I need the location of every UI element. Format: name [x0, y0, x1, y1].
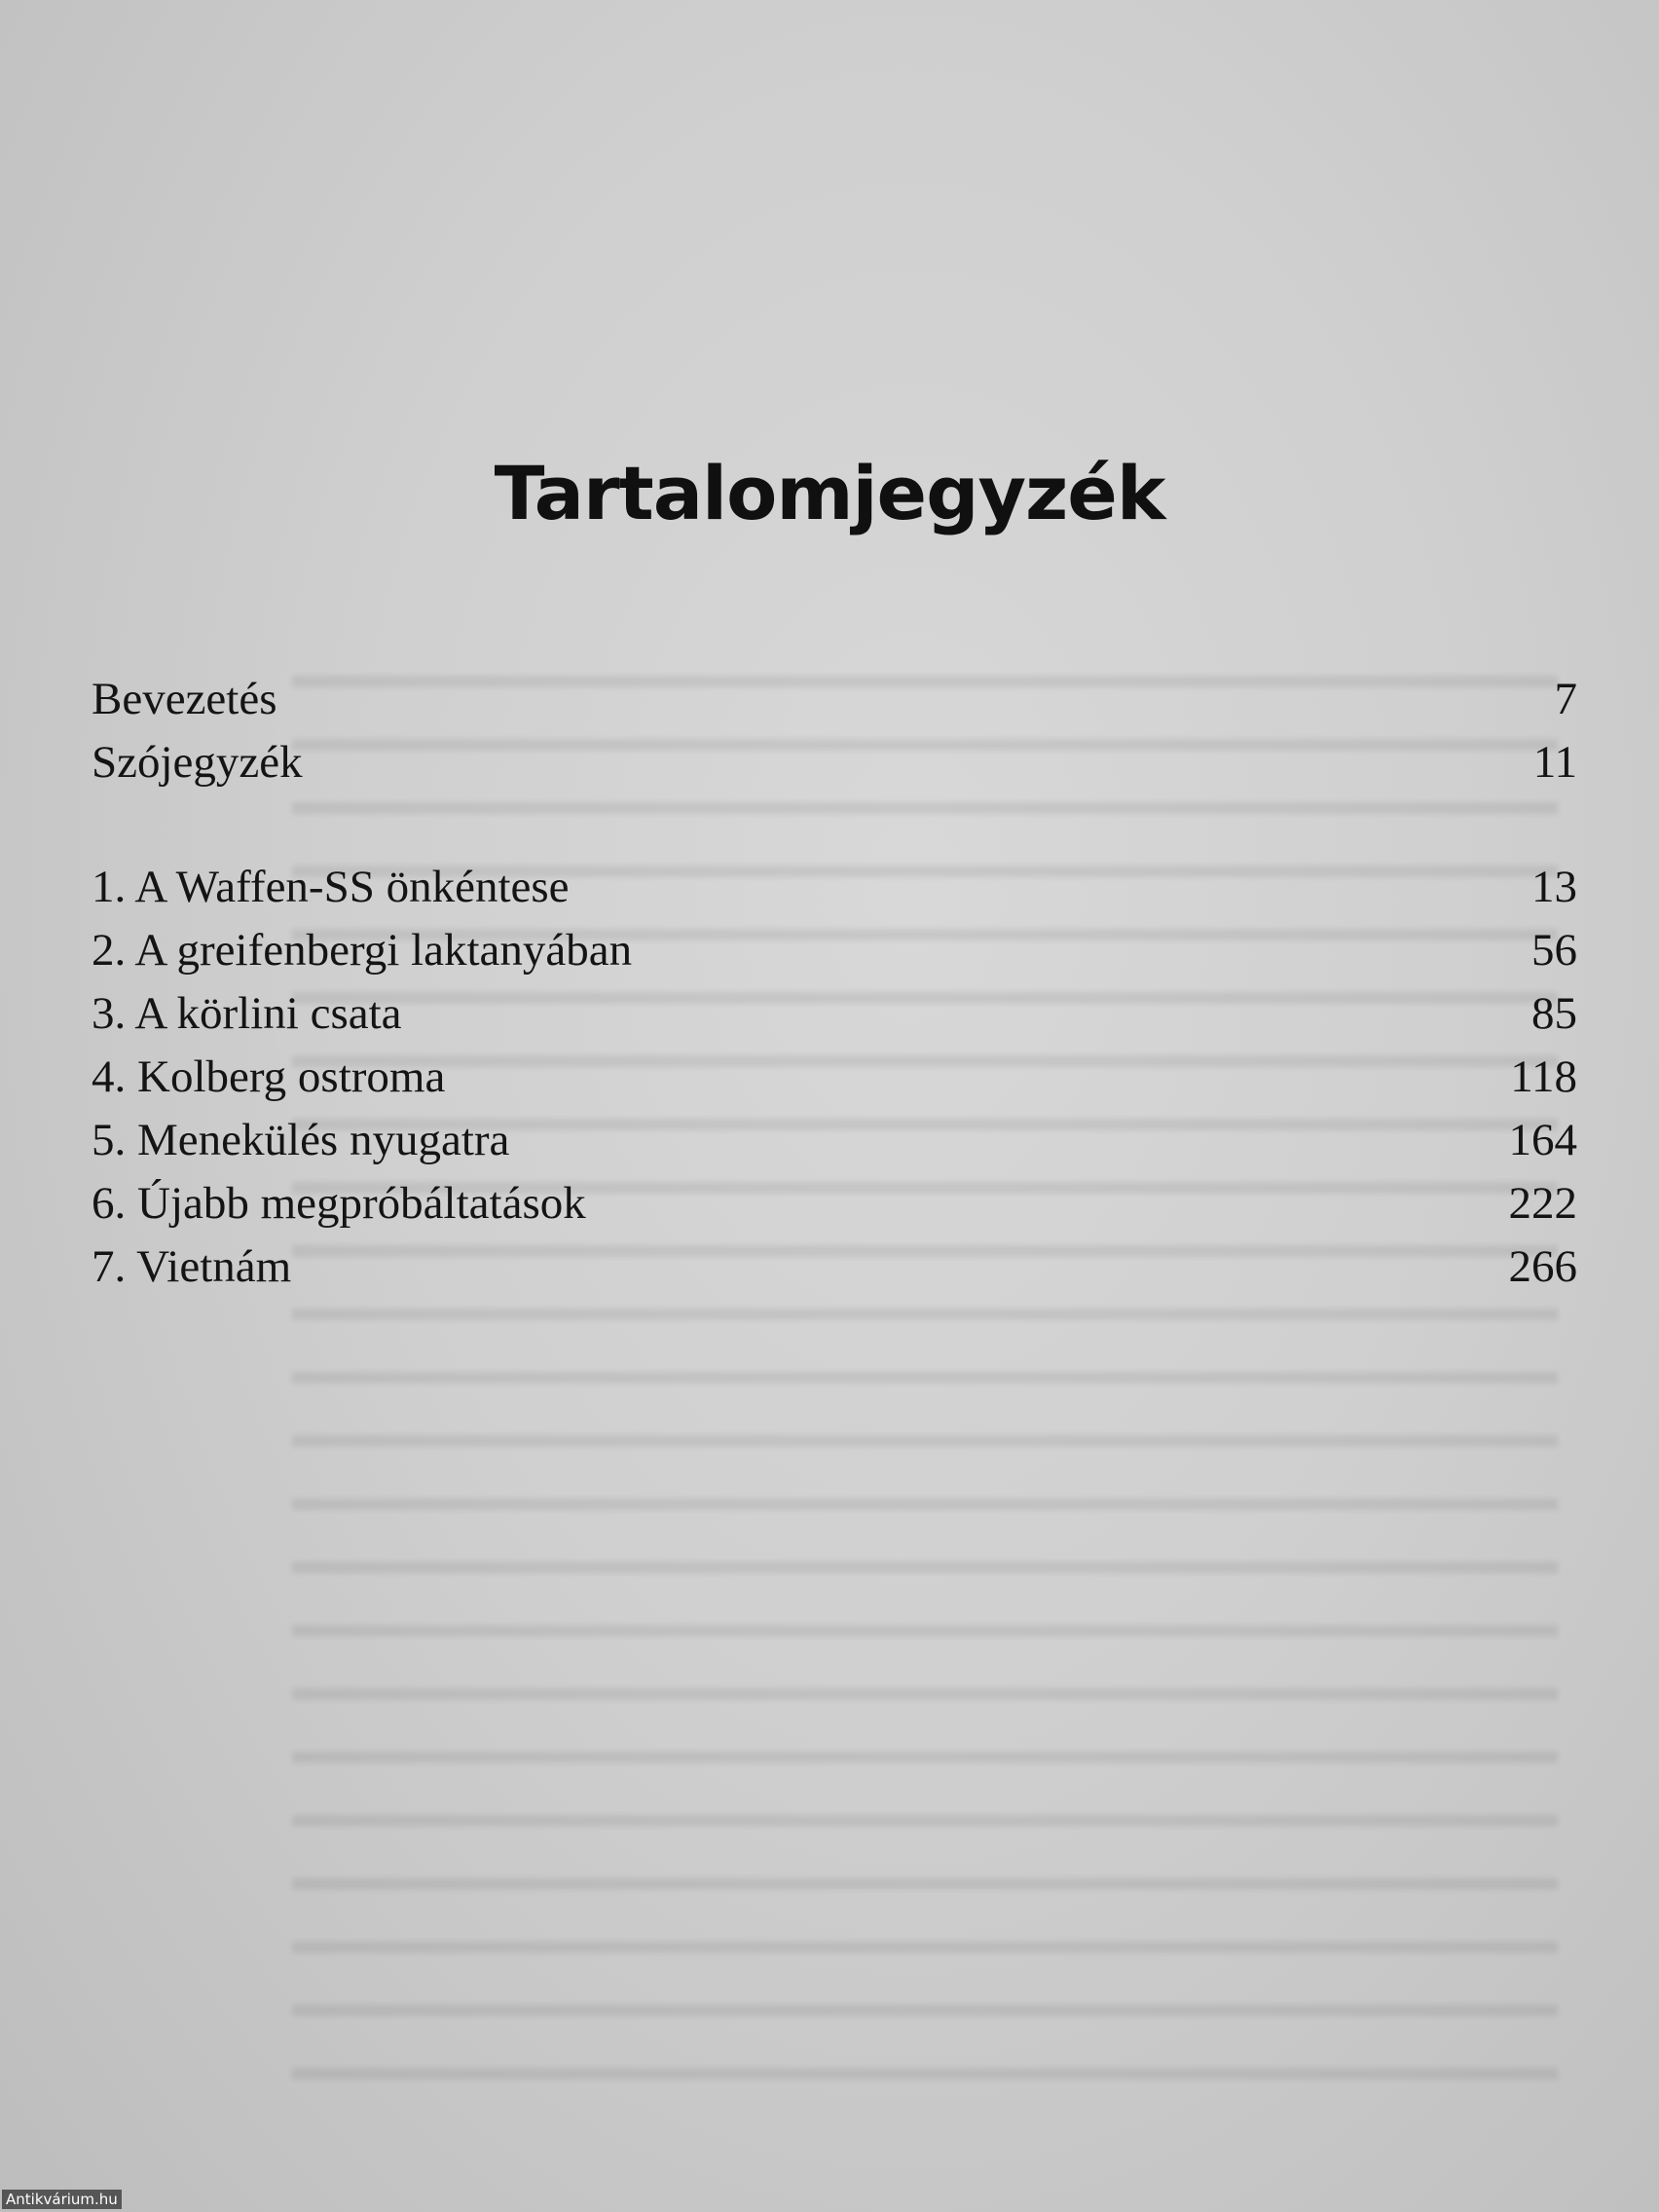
- toc-entry-chapter-3: [92, 982, 1577, 1046]
- toc-section-gap: [92, 794, 1577, 856]
- toc-entry-label: Bevezetés: [92, 674, 277, 724]
- toc-entry-page: 13: [1531, 862, 1577, 912]
- toc-entry-chapter-4: [92, 1046, 1577, 1109]
- toc-entry-page: 11: [1532, 737, 1577, 788]
- toc-entry-page: 266: [1508, 1241, 1577, 1292]
- toc-entry-chapter-1: [92, 856, 1577, 919]
- toc-entry-introduction: [92, 668, 1577, 731]
- toc-entry-chapter-5: [92, 1109, 1577, 1172]
- toc-entry-label: 5. Menekülés nyugatra: [92, 1115, 510, 1165]
- toc-entry-chapter-2: [92, 919, 1577, 982]
- toc-entry-page: 56: [1531, 925, 1577, 976]
- toc-entry-glossary: [92, 731, 1577, 794]
- toc-entry-page: 85: [1531, 988, 1577, 1039]
- toc-entry-label: 1. A Waffen-SS önkéntese: [92, 862, 570, 912]
- toc-entry-label: 7. Vietnám: [92, 1241, 292, 1292]
- toc-entry-label: 2. A greifenbergi laktanyában: [92, 925, 633, 976]
- toc-entry-chapter-7: [92, 1235, 1577, 1299]
- toc-entry-page: 118: [1510, 1051, 1577, 1102]
- table-of-contents: [92, 668, 1577, 1299]
- toc-entry-page: 7: [1554, 674, 1577, 724]
- toc-entry-page: 164: [1508, 1115, 1577, 1165]
- toc-entry-label: 6. Újabb megpróbáltatások: [92, 1178, 586, 1229]
- toc-entry-label: Szójegyzék: [92, 737, 303, 788]
- toc-entry-label: 3. A körlini csata: [92, 988, 402, 1039]
- toc-entry-label: 4. Kolberg ostroma: [92, 1051, 446, 1102]
- page-title: Tartalomjegyzék: [494, 450, 1165, 536]
- watermark: Antikvárium.hu: [2, 2190, 122, 2209]
- toc-entry-chapter-6: [92, 1172, 1577, 1235]
- toc-entry-page: 222: [1508, 1178, 1577, 1229]
